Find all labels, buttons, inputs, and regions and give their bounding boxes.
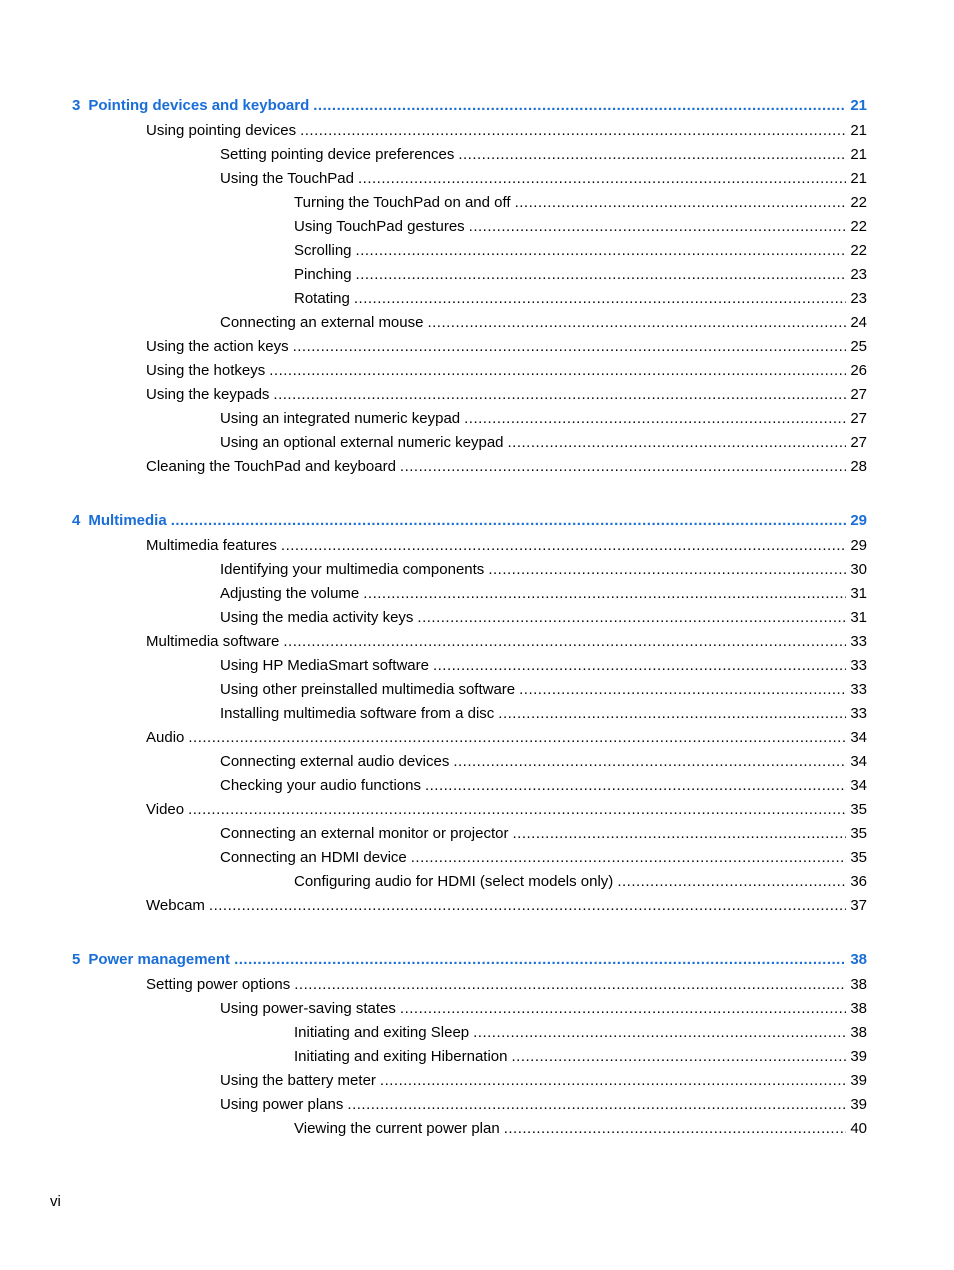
- toc-entry-title: Scrolling: [294, 242, 352, 259]
- toc-entry-title: Video: [146, 801, 185, 818]
- toc-entry-title: Identifying your multimedia components: [220, 561, 485, 578]
- page-number-footer: vi: [50, 1193, 61, 1210]
- toc-entry-title: Setting pointing device preferences: [220, 146, 455, 163]
- dot-leader: [380, 1071, 846, 1091]
- toc-entry-title: Using power plans: [220, 1096, 344, 1113]
- toc-entry-link[interactable]: [220, 409, 867, 429]
- toc-entry-page-number: 21: [850, 122, 867, 139]
- toc-chapter-title: Multimedia: [88, 512, 167, 529]
- toc-entry-link[interactable]: [294, 1119, 867, 1139]
- toc-entry-link[interactable]: [220, 584, 867, 604]
- dot-leader: [234, 950, 846, 970]
- toc-entry-page-number: 27: [850, 410, 867, 427]
- toc-entry-page-number: 26: [850, 362, 867, 379]
- toc-entry-page-number: 27: [850, 434, 867, 451]
- toc-entry-label: [146, 896, 209, 916]
- toc-entry-page-number: 33: [850, 657, 867, 674]
- toc-entry-title: Using the action keys: [146, 338, 289, 355]
- dot-leader: [469, 217, 847, 237]
- toc-entry-page-number: 40: [850, 1120, 867, 1137]
- toc-entry-title: Multimedia software: [146, 633, 280, 650]
- toc-entry-title: Configuring audio for HDMI (select models only): [294, 873, 614, 890]
- toc-entry-link[interactable]: [220, 656, 867, 676]
- toc-entry-link[interactable]: [146, 728, 867, 748]
- toc-entry-page-number: 38: [850, 1000, 867, 1017]
- toc-entry-label: [146, 121, 300, 141]
- toc-entry-link[interactable]: [294, 265, 867, 285]
- toc-entry-label: [294, 265, 356, 285]
- dot-leader: [313, 96, 846, 116]
- toc-entry-link[interactable]: [294, 289, 867, 309]
- dot-leader: [425, 776, 846, 796]
- dot-leader: [617, 872, 846, 892]
- toc-chapter-page-number: 21: [850, 97, 867, 114]
- toc-entry-title: Connecting an external mouse: [220, 314, 424, 331]
- dot-leader: [464, 409, 846, 429]
- toc-entry-page-number: 22: [850, 242, 867, 259]
- toc-entry-page-number: 28: [850, 458, 867, 475]
- toc-entry-title: Rotating: [294, 290, 350, 307]
- toc-entry-link[interactable]: [146, 975, 867, 995]
- toc-entry-label: [294, 241, 356, 261]
- toc-entry-page-number: 24: [850, 314, 867, 331]
- toc-entry-link[interactable]: [220, 1071, 867, 1091]
- toc-entry-link[interactable]: [220, 608, 867, 628]
- toc-entry-link[interactable]: [146, 457, 867, 477]
- toc-entry-title: Installing multimedia software from a disc: [220, 705, 495, 722]
- dot-leader: [508, 433, 847, 453]
- toc-chapter-number: 3: [72, 97, 81, 114]
- dot-leader: [453, 752, 846, 772]
- toc-chapter-page-number: 38: [850, 951, 867, 968]
- toc-entry-title: Using the media activity keys: [220, 609, 414, 626]
- toc-entry-page-number: 23: [850, 290, 867, 307]
- toc-entry-link[interactable]: [146, 632, 867, 652]
- toc-entry-page-number: 38: [850, 976, 867, 993]
- dot-leader: [281, 536, 846, 556]
- toc-entry-link[interactable]: [220, 560, 867, 580]
- toc-chapter-number: 4: [72, 512, 81, 529]
- toc-entry-title: Using the battery meter: [220, 1072, 376, 1089]
- toc-entry-label: [146, 632, 283, 652]
- dot-leader: [300, 121, 846, 141]
- toc-entry-label: [220, 824, 513, 844]
- toc-chapter-number: 5: [72, 951, 81, 968]
- toc-entry-link[interactable]: [146, 800, 867, 820]
- toc-entry-page-number: 34: [850, 753, 867, 770]
- toc-entry-label: [146, 337, 293, 357]
- toc-entry-label: [146, 800, 188, 820]
- toc-entry-label: [294, 1119, 504, 1139]
- toc-entry-title: Using the TouchPad: [220, 170, 354, 187]
- toc-entry-label: [220, 704, 498, 724]
- dot-leader: [273, 385, 846, 405]
- dot-leader: [427, 313, 846, 333]
- toc-entry-link[interactable]: [146, 385, 867, 405]
- dot-leader: [400, 999, 846, 1019]
- toc-entry-link[interactable]: [220, 680, 867, 700]
- toc-entry-title: Connecting external audio devices: [220, 753, 450, 770]
- dot-leader: [356, 241, 847, 261]
- toc-entry-link[interactable]: [146, 536, 867, 556]
- dot-leader: [519, 680, 846, 700]
- toc-entry-link[interactable]: [220, 776, 867, 796]
- toc-entry-page-number: 35: [850, 801, 867, 818]
- toc-entry-title: Audio: [146, 729, 185, 746]
- toc-entry-title: Using the hotkeys: [146, 362, 266, 379]
- toc-entry-link[interactable]: [220, 145, 867, 165]
- toc-entry-link[interactable]: [146, 361, 867, 381]
- toc-entry-label: [220, 656, 433, 676]
- toc-entry-link[interactable]: [294, 241, 867, 261]
- toc-entry-title: Using other preinstalled multimedia software: [220, 681, 516, 698]
- toc-entry-title: Connecting an external monitor or projector: [220, 825, 509, 842]
- toc-entry-page-number: 39: [850, 1048, 867, 1065]
- toc-entry-page-number: 36: [850, 873, 867, 890]
- toc-entry-link[interactable]: [294, 1023, 867, 1043]
- toc-entry-title: Multimedia features: [146, 537, 277, 554]
- toc-entry-label: [294, 217, 469, 237]
- dot-leader: [513, 824, 847, 844]
- dot-leader: [411, 848, 847, 868]
- dot-leader: [269, 361, 846, 381]
- toc-entry-label: [220, 608, 417, 628]
- dot-leader: [498, 704, 846, 724]
- dot-leader: [458, 145, 846, 165]
- dot-leader: [188, 728, 846, 748]
- dot-leader: [356, 265, 847, 285]
- toc-entry-label: [220, 145, 458, 165]
- toc-entry-label: [220, 433, 508, 453]
- toc-entry-label: [220, 1095, 347, 1115]
- toc-entry-label: [146, 361, 269, 381]
- toc-entry-link[interactable]: [294, 193, 867, 213]
- toc-entry-link[interactable]: [220, 999, 867, 1019]
- toc-entry-page-number: 38: [850, 1024, 867, 1041]
- toc-entry-title: Webcam: [146, 897, 205, 914]
- dot-leader: [511, 1047, 846, 1067]
- toc-entry-title: Viewing the current power plan: [294, 1120, 500, 1137]
- toc-chapter-link[interactable]: [72, 511, 867, 531]
- toc-entry-label: [220, 313, 427, 333]
- toc-entry-label: [220, 584, 363, 604]
- toc-entry-page-number: 34: [850, 777, 867, 794]
- toc-entry-title: Connecting an HDMI device: [220, 849, 407, 866]
- toc-entry-label: [220, 560, 488, 580]
- toc-chapter-link[interactable]: [72, 950, 867, 970]
- toc-entry-page-number: 35: [850, 849, 867, 866]
- toc-entry-title: Using pointing devices: [146, 122, 297, 139]
- toc-entry-page-number: 31: [850, 585, 867, 602]
- dot-leader: [488, 560, 846, 580]
- toc-entry-link[interactable]: [146, 337, 867, 357]
- toc-entry-link[interactable]: [220, 433, 867, 453]
- toc-entry-label: [220, 776, 425, 796]
- toc-entry-link[interactable]: [294, 872, 867, 892]
- toc-entry-label: [294, 1047, 511, 1067]
- toc-entry-page-number: 23: [850, 266, 867, 283]
- toc-entry-title: Turning the TouchPad on and off: [294, 194, 511, 211]
- toc-entry-title: Initiating and exiting Hibernation: [294, 1048, 508, 1065]
- toc-chapter-page-number: 29: [850, 512, 867, 529]
- toc-entry-page-number: 22: [850, 194, 867, 211]
- dot-leader: [347, 1095, 846, 1115]
- toc-chapter-link[interactable]: [72, 96, 867, 116]
- toc-chapter-label: [72, 511, 171, 531]
- toc-chapter-title: Pointing devices and keyboard: [88, 97, 310, 114]
- toc-entry-title: Using HP MediaSmart software: [220, 657, 429, 674]
- toc-entry-title: Cleaning the TouchPad and keyboard: [146, 458, 396, 475]
- toc-entry-link[interactable]: [220, 848, 867, 868]
- toc-entry-label: [220, 169, 358, 189]
- toc-entry-label: [294, 193, 515, 213]
- toc-entry-page-number: 25: [850, 338, 867, 355]
- toc-entry-page-number: 33: [850, 633, 867, 650]
- toc-entry-label: [294, 289, 354, 309]
- toc-entry-page-number: 34: [850, 729, 867, 746]
- toc-entry-title: Setting power options: [146, 976, 291, 993]
- toc-entry-page-number: 37: [850, 897, 867, 914]
- toc-entry-title: Using power-saving states: [220, 1000, 396, 1017]
- dot-leader: [188, 800, 846, 820]
- toc-entry-label: [220, 680, 519, 700]
- toc-chapter-label: [72, 950, 234, 970]
- dot-leader: [400, 457, 846, 477]
- toc-entry-label: [220, 848, 411, 868]
- dot-leader: [283, 632, 846, 652]
- dot-leader: [354, 289, 846, 309]
- toc-entry-label: [220, 1071, 380, 1091]
- toc-entry-link[interactable]: [220, 1095, 867, 1115]
- toc-entry-page-number: 39: [850, 1072, 867, 1089]
- toc-entry-label: [220, 409, 464, 429]
- toc-entry-page-number: 21: [850, 146, 867, 163]
- toc-entry-label: [294, 872, 617, 892]
- dot-leader: [515, 193, 847, 213]
- toc-entry-title: Using the keypads: [146, 386, 270, 403]
- toc-entry-link[interactable]: [294, 1047, 867, 1067]
- toc-entry-link[interactable]: [220, 704, 867, 724]
- toc-entry-page-number: 27: [850, 386, 867, 403]
- toc-entry-link[interactable]: [220, 169, 867, 189]
- toc-entry-page-number: 31: [850, 609, 867, 626]
- toc-entry-label: [146, 975, 294, 995]
- toc-chapter-title: Power management: [88, 951, 231, 968]
- toc-chapter-label: [72, 96, 313, 116]
- toc-entry-link[interactable]: [220, 313, 867, 333]
- toc-entry-link[interactable]: [294, 217, 867, 237]
- dot-leader: [363, 584, 846, 604]
- dot-leader: [294, 975, 846, 995]
- dot-leader: [171, 511, 847, 531]
- toc-entry-label: [146, 536, 281, 556]
- toc-entry-title: Initiating and exiting Sleep: [294, 1024, 470, 1041]
- toc-entry-label: [146, 728, 188, 748]
- toc-entry-label: [146, 457, 400, 477]
- toc-entry-title: Using an integrated numeric keypad: [220, 410, 461, 427]
- toc-entry-page-number: 39: [850, 1096, 867, 1113]
- toc-entry-title: Checking your audio functions: [220, 777, 421, 794]
- dot-leader: [417, 608, 846, 628]
- dot-leader: [433, 656, 846, 676]
- toc-entry-label: [294, 1023, 473, 1043]
- toc-entry-link[interactable]: [220, 824, 867, 844]
- toc-entry-page-number: 30: [850, 561, 867, 578]
- toc-entry-page-number: 33: [850, 705, 867, 722]
- dot-leader: [293, 337, 847, 357]
- toc-entry-label: [146, 385, 273, 405]
- toc-entry-page-number: 29: [850, 537, 867, 554]
- toc-entry-link[interactable]: [220, 752, 867, 772]
- toc-entry-title: Adjusting the volume: [220, 585, 360, 602]
- dot-leader: [473, 1023, 846, 1043]
- toc-entry-page-number: 35: [850, 825, 867, 842]
- toc-entry-title: Using TouchPad gestures: [294, 218, 465, 235]
- dot-leader: [358, 169, 846, 189]
- toc-entry-page-number: 33: [850, 681, 867, 698]
- toc-entry-link[interactable]: [146, 121, 867, 141]
- toc-entry-label: [220, 999, 400, 1019]
- toc-entry-label: [220, 752, 453, 772]
- dot-leader: [209, 896, 846, 916]
- toc-entry-page-number: 22: [850, 218, 867, 235]
- toc-entry-title: Using an optional external numeric keypad: [220, 434, 504, 451]
- toc-entry-page-number: 21: [850, 170, 867, 187]
- dot-leader: [504, 1119, 847, 1139]
- toc-entry-link[interactable]: [146, 896, 867, 916]
- toc-entry-title: Pinching: [294, 266, 352, 283]
